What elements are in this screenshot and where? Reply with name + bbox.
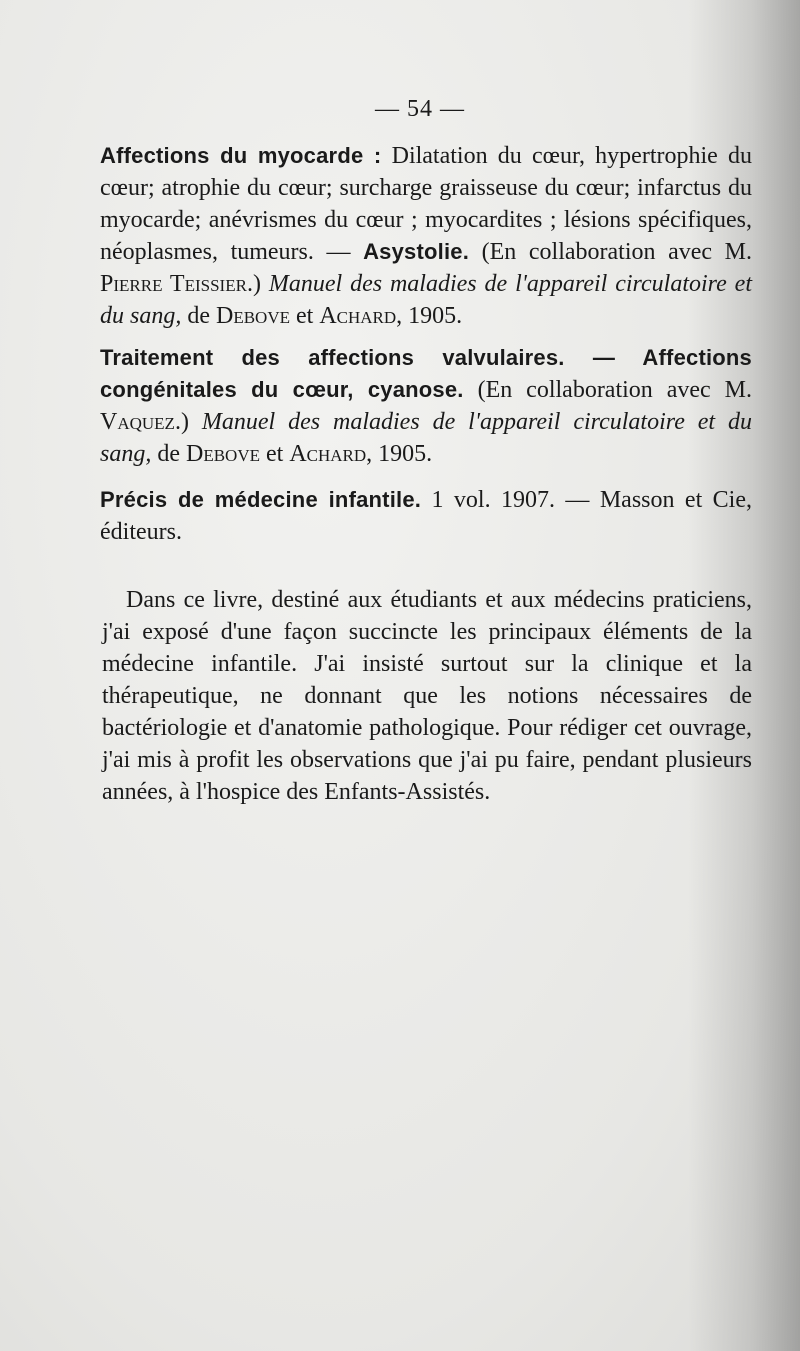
bibliography-entry-valvulaires bbox=[100, 342, 752, 470]
entry-text: de bbox=[151, 441, 186, 467]
description-paragraph: Dans ce livre, destiné aux étudiants et aux médecins praticiens, j'ai exposé d'une façon succincte les principaux éléments de la médecine infantile. J'ai insisté surtout sur la clinique et la thérapeutique, ne donnant que les notions nécessaires de bactériologie et d'anatomie pathologique. Pour rédiger cet ouvrage, j'ai mis à profit les observations que j'ai pu faire, pendant plusieurs années, à l'hospice des Enfants-Assistés. bbox=[102, 587, 752, 805]
editor-name: Achard bbox=[319, 303, 397, 329]
entry-text: (En collaboration avec M. bbox=[469, 239, 752, 265]
entry-text: 1 vol. 1907. — Masson et Cie, éditeurs. bbox=[100, 487, 752, 545]
author-name: Vaquez bbox=[100, 409, 175, 435]
page-number: — 54 — bbox=[375, 96, 465, 122]
entry-text: de bbox=[181, 303, 216, 329]
editor-name: Debove bbox=[216, 303, 290, 329]
author-name: Pierre Teissier bbox=[100, 271, 247, 297]
entry-text: et bbox=[290, 303, 320, 329]
bleed-through-shadow bbox=[100, 850, 780, 1320]
entry-text: (En collaboration avec M. bbox=[463, 377, 752, 403]
bibliography-entry-myocarde bbox=[100, 140, 752, 332]
book-title: Manuel des maladies de l'appareil circulatoire et du sang, bbox=[100, 409, 753, 467]
entry-text: , 1905. bbox=[396, 303, 463, 329]
editor-name: Achard bbox=[289, 441, 367, 467]
entry-heading: Affections du myocarde : bbox=[100, 143, 382, 168]
entry-heading: Traitement des affections valvulaires. — Affections congénitales du cœur, cyanose. bbox=[100, 345, 752, 402]
entry-subheading: Asystolie. bbox=[363, 239, 470, 264]
entry-text: et bbox=[260, 441, 290, 467]
bibliography-entry-precis bbox=[100, 484, 752, 548]
entry-text: Dilatation du cœur, hypertrophie du cœur; atrophie du cœur; surcharge graisseuse du cœur; infarctus du myocarde; anévrismes du cœur ; myocardites ; lésions spécifiques, néoplasmes, tumeurs. — bbox=[100, 143, 752, 265]
entry-heading: Précis de médecine infantile. bbox=[100, 487, 422, 512]
entry-text: .) bbox=[174, 409, 202, 435]
entry-text: , 1905. bbox=[366, 441, 433, 467]
book-title: Manuel des maladies de l'appareil circulatoire et du sang, bbox=[100, 271, 752, 329]
entry-text: .) bbox=[246, 271, 269, 297]
editor-name: Debove bbox=[186, 441, 260, 467]
